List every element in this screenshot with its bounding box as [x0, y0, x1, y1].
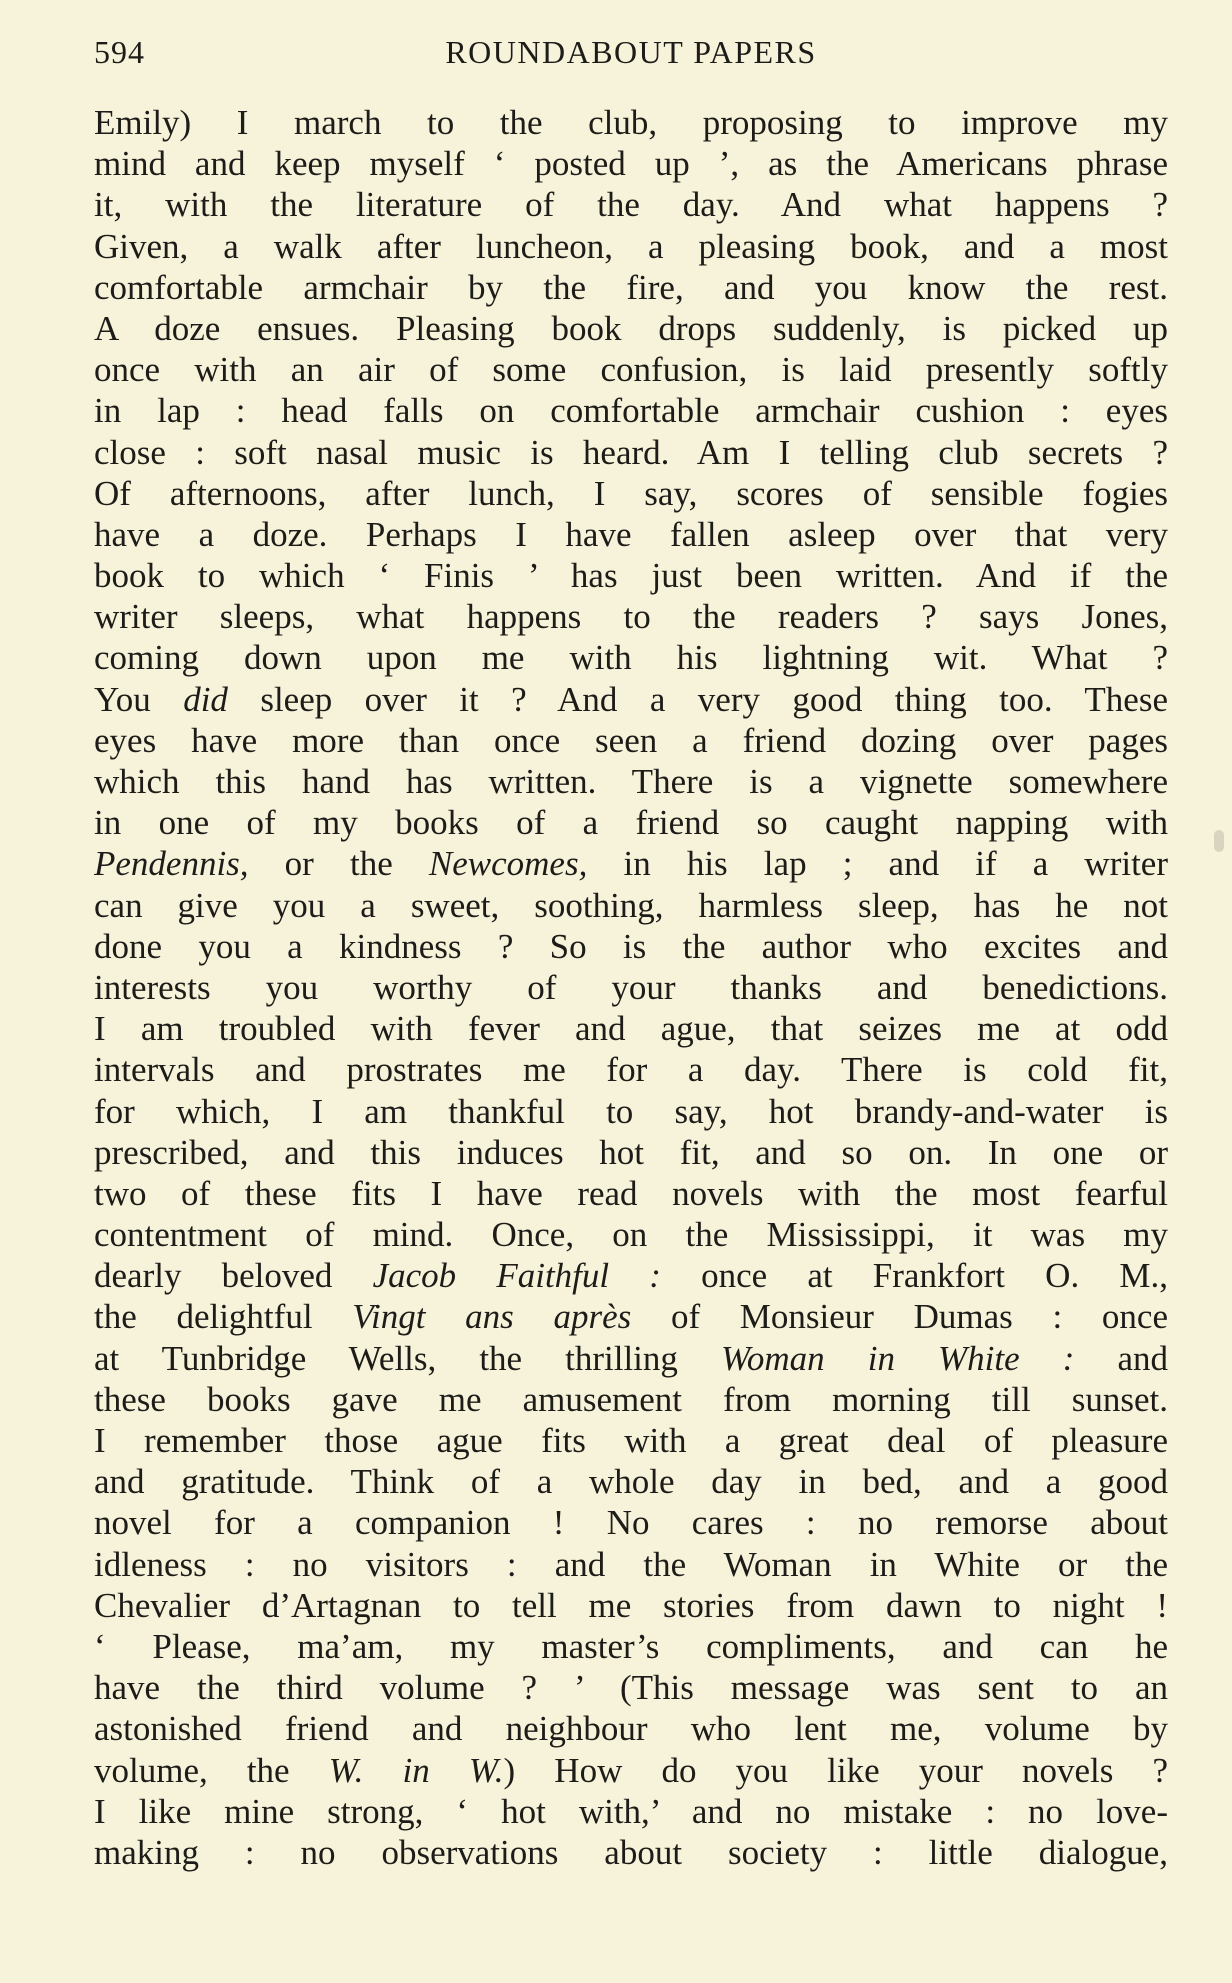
text-segment: Chevalier d’Artagnan to tell me stories from dawn to night ! — [94, 1585, 1168, 1625]
text-segment: I like mine strong, ‘ hot with,’ and no mistake : no love- — [94, 1791, 1168, 1831]
text-line — [94, 1296, 1168, 1337]
text-segment: intervals and prostrates me for a day. There is cold fit, — [94, 1050, 1168, 1090]
text-segment: idleness : no visitors : and the Woman in White or the — [94, 1544, 1168, 1584]
italic-text: W. in W. — [328, 1750, 504, 1790]
page-header — [94, 30, 1168, 78]
text-segment: which this hand has written. There is a vignette somewhere — [94, 762, 1168, 801]
text-segment: coming down upon me with his lightning wit. What ? — [94, 638, 1168, 678]
text-segment: the delightful — [94, 1297, 353, 1337]
text-segment: book to which ‘ Finis ’ has just been written. And if the — [94, 556, 1168, 596]
text-line — [94, 720, 1168, 761]
text-line — [94, 1255, 1168, 1296]
italic-text: Newcomes, — [428, 844, 588, 884]
text-segment: I am troubled with fever and ague, that seizes me at odd — [94, 1009, 1168, 1049]
text-segment: sleep over it ? And a very good thing too. These — [227, 679, 1168, 719]
text-segment: done you a kindness ? So is the author who excites and — [94, 926, 1168, 966]
text-segment: making : no observations about society : little dialogue, — [94, 1832, 1168, 1872]
text-line — [94, 679, 1168, 720]
text-segment: Emily) I march to the club, proposing to improve my — [94, 103, 1168, 142]
text-line — [94, 267, 1168, 308]
page-blemish — [1214, 830, 1224, 852]
text-segment: or the — [248, 844, 429, 884]
text-segment: once at Frankfort O. M., — [660, 1256, 1168, 1296]
text-line — [94, 1091, 1168, 1132]
text-segment: ‘ Please, ma’am, my master’s compliments, and can he — [94, 1626, 1168, 1666]
text-line — [94, 1750, 1168, 1791]
italic-text: Pendennis, — [94, 844, 249, 884]
text-segment: two of these fits I have read novels with the most fearful — [94, 1173, 1168, 1213]
text-segment: A doze ensues. Pleasing book drops suddenly, is picked up — [94, 308, 1168, 348]
body-text — [94, 102, 1168, 1873]
text-segment: for which, I am thankful to say, hot brandy-and-water is — [94, 1091, 1168, 1131]
text-segment: astonished friend and neighbour who lent me, volume by — [94, 1709, 1168, 1749]
text-line — [94, 390, 1168, 431]
italic-text: did — [183, 679, 228, 719]
text-line — [94, 1791, 1168, 1832]
text-line — [94, 1626, 1168, 1667]
text-segment: comfortable armchair by the fire, and you know the rest. — [94, 267, 1168, 307]
text-segment: have a doze. Perhaps I have fallen asleep over that very — [94, 514, 1168, 554]
text-line — [94, 1832, 1168, 1873]
text-line — [94, 1049, 1168, 1090]
text-segment: in one of my books of a friend so caught napping with — [94, 803, 1168, 843]
text-line — [94, 1214, 1168, 1255]
text-line — [94, 802, 1168, 843]
text-line — [94, 926, 1168, 967]
text-line — [94, 1132, 1168, 1173]
text-segment: Given, a walk after luncheon, a pleasing book, and a most — [94, 226, 1168, 266]
text-segment: and gratitude. Think of a whole day in bed, and a good — [94, 1462, 1168, 1502]
text-line — [94, 1338, 1168, 1379]
text-segment: can give you a sweet, soothing, harmless sleep, has he not — [94, 885, 1168, 925]
text-line — [94, 1379, 1168, 1420]
text-segment: writer sleeps, what happens to the readers ? says Jones, — [94, 597, 1168, 637]
text-segment: prescribed, and this induces hot fit, and so on. In one or — [94, 1132, 1168, 1172]
text-line — [94, 1173, 1168, 1214]
text-segment: of Monsieur Dumas : once — [631, 1297, 1168, 1337]
text-line — [94, 885, 1168, 926]
text-line — [94, 596, 1168, 637]
text-segment: dearly beloved — [94, 1256, 373, 1296]
text-segment: in lap : head falls on comfortable armchair cushion : eyes — [94, 391, 1168, 431]
text-line — [94, 308, 1168, 349]
text-line — [94, 1461, 1168, 1502]
text-line — [94, 1420, 1168, 1461]
text-line — [94, 1667, 1168, 1708]
text-line — [94, 843, 1168, 884]
text-line — [94, 1585, 1168, 1626]
text-segment: ) How do you like your novels ? — [503, 1750, 1168, 1790]
text-segment: at Tunbridge Wells, the thrilling — [94, 1338, 721, 1378]
text-line — [94, 143, 1168, 184]
text-segment: once with an air of some confusion, is laid presently softly — [94, 350, 1168, 390]
text-line — [94, 967, 1168, 1008]
text-segment: close : soft nasal music is heard. Am I telling club secrets ? — [94, 432, 1168, 472]
text-line — [94, 514, 1168, 555]
text-segment: mind and keep myself ‘ posted up ’, as the Americans phrase — [94, 144, 1168, 184]
italic-text: Vingt ans après — [352, 1297, 632, 1337]
text-segment: contentment of mind. Once, on the Mississippi, it was my — [94, 1215, 1168, 1255]
text-line — [94, 637, 1168, 678]
text-segment: You — [94, 679, 184, 719]
text-line — [94, 761, 1168, 802]
text-line — [94, 555, 1168, 596]
text-line — [94, 1544, 1168, 1585]
text-segment: Of afternoons, after lunch, I say, scores of sensible fogies — [94, 473, 1168, 513]
text-line — [94, 1008, 1168, 1049]
text-segment: have the third volume ? ’ (This message was sent to an — [94, 1668, 1168, 1708]
text-line — [94, 184, 1168, 225]
text-segment: eyes have more than once seen a friend dozing over pages — [94, 720, 1168, 760]
text-segment: it, with the literature of the day. And what happens ? — [94, 185, 1168, 225]
text-segment: interests you worthy of your thanks and benedictions. — [94, 967, 1168, 1007]
text-segment: and — [1074, 1338, 1168, 1378]
running-title: ROUNDABOUT PAPERS — [445, 34, 817, 70]
text-segment: novel for a companion ! No cares : no remorse about — [94, 1503, 1168, 1543]
italic-text: Jacob Faithful : — [372, 1256, 661, 1296]
italic-text: Woman in White : — [720, 1338, 1075, 1378]
text-segment: in his lap ; and if a writer — [587, 844, 1168, 884]
text-line — [94, 349, 1168, 390]
text-line — [94, 432, 1168, 473]
text-line — [94, 1502, 1168, 1543]
page-number: 594 — [94, 34, 145, 70]
text-line — [94, 102, 1168, 143]
text-segment: volume, the — [94, 1750, 329, 1790]
text-line — [94, 226, 1168, 267]
text-line — [94, 1708, 1168, 1749]
text-segment: I remember those ague fits with a great deal of pleasure — [94, 1421, 1168, 1460]
text-line — [94, 473, 1168, 514]
text-segment: these books gave me amusement from morning till sunset. — [94, 1379, 1168, 1419]
